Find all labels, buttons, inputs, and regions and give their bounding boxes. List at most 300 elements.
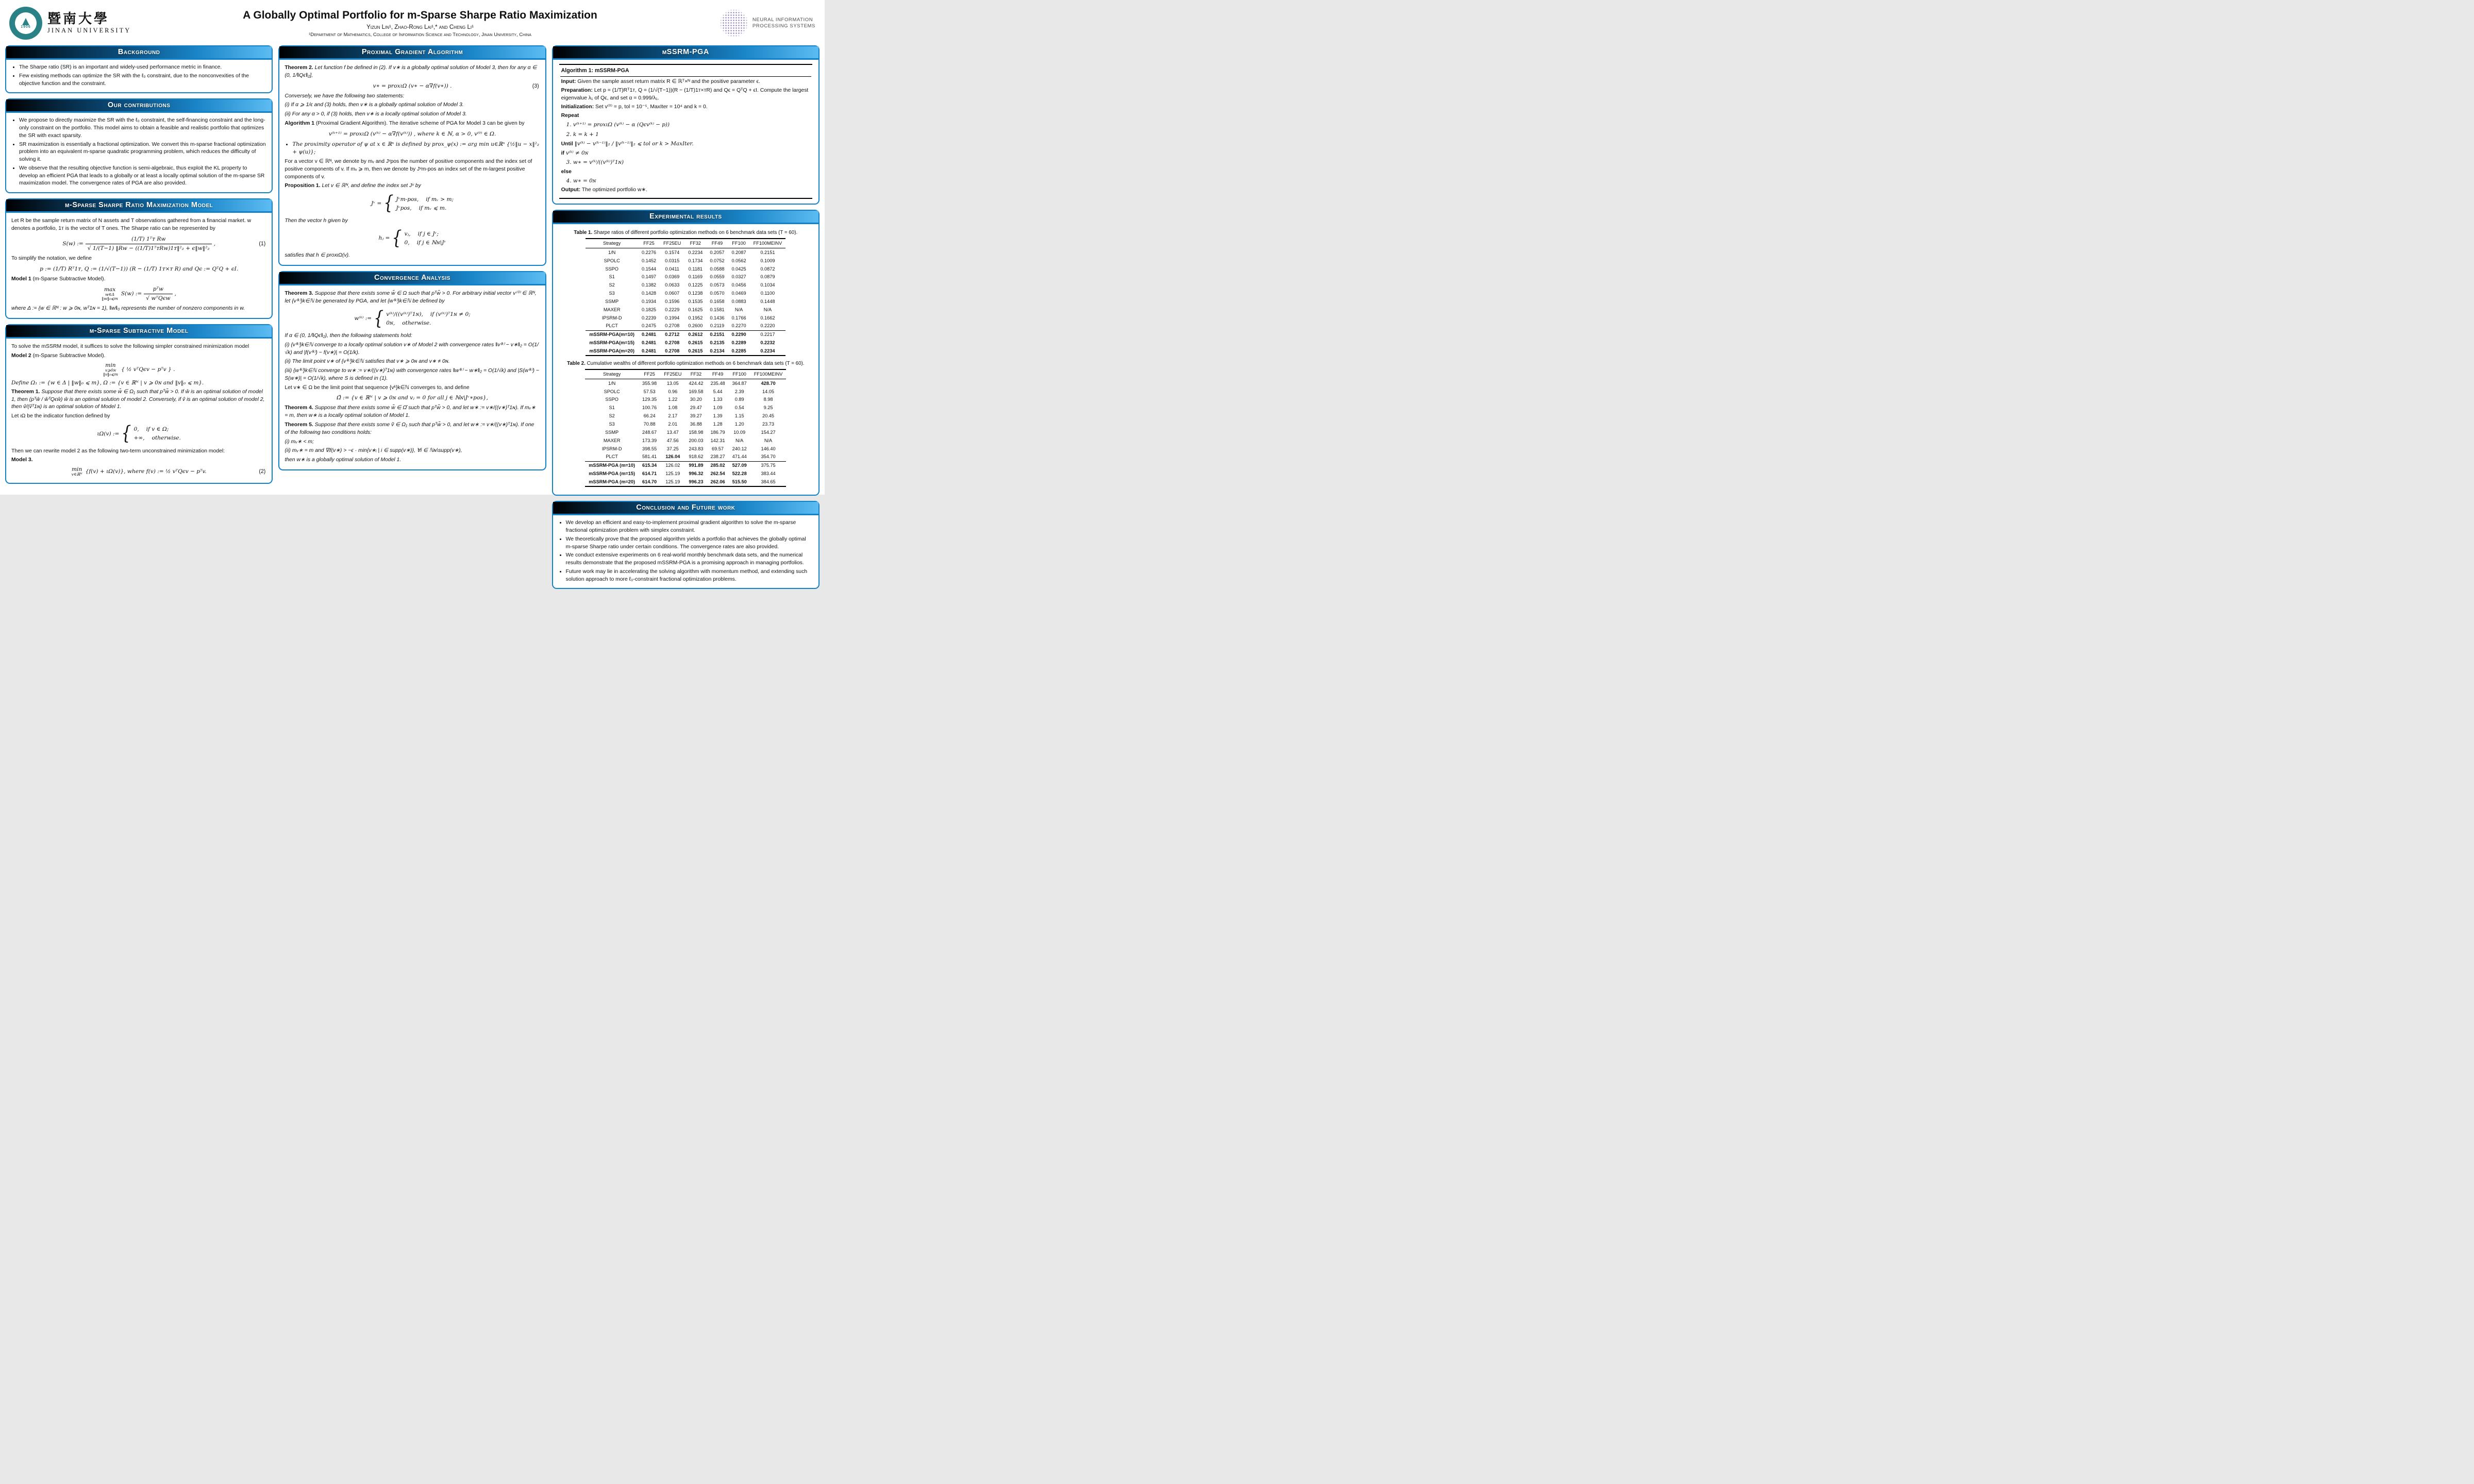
affiliation: ¹Department of Mathematics, College of Information Science and Technology, Jinan University, China [309, 31, 531, 38]
experimental-results-panel [552, 210, 820, 496]
table-cell: 0.2708 [665, 323, 680, 329]
column-header: FF25EU [660, 369, 685, 379]
table-row [585, 436, 786, 445]
table-cell: 129.35 [642, 397, 657, 402]
satisfies-text: satisfies that h ∈ proxιΩ(v). [285, 252, 350, 259]
table-cell: mSSRM-PGA(m=10) [586, 330, 638, 339]
column-header: FF32 [684, 239, 706, 248]
table-row [585, 412, 786, 420]
column-header: Strategy [585, 369, 639, 379]
table-cell: SPOLC [604, 258, 620, 263]
table-cell: 0.2276 [641, 249, 657, 255]
model2-label: Model 2 [11, 352, 31, 359]
table-cell: 8.98 [763, 397, 773, 402]
mssrm-pga-panel [552, 45, 820, 205]
table-cell: 0.1994 [665, 315, 680, 321]
table-cell: 614.70 [642, 479, 657, 484]
model-1-formula: max w∈Δ ‖w‖₀⩽m S(w) := $\frac{\text{pᵀw}}{\text{√ wᵀQϵw}}$ , [11, 285, 266, 302]
algorithm1-label: Algorithm 1 [285, 120, 315, 126]
table-cell: 262.54 [710, 471, 725, 477]
table-row [586, 290, 785, 298]
table-cell: 0.2217 [750, 330, 786, 339]
table-cell: 154.27 [761, 429, 776, 435]
table-row [585, 396, 786, 404]
subtractive-model-panel [5, 324, 273, 484]
results-table [586, 238, 785, 356]
table-cell: 0.1452 [641, 258, 657, 263]
table-cell: IPSRM-D [601, 446, 622, 451]
definitions-formula: p := (1/T) Rᵀ1ᴛ, Q := (1/√(T−1)) (R − (1/T) 1ᴛ×ᴛ R) and Qϵ := QᵀQ + ϵI. [40, 265, 239, 272]
column-header: FF25EU [660, 239, 684, 248]
table-cell: 0.2234 [760, 348, 775, 353]
table-cell: 0.0369 [665, 274, 680, 280]
table-cell: 0.2151 [706, 330, 728, 339]
theorem4-body: Suppose that there exists some w̃ ∈ Ω̂ such that pᵀw̃ > 0, and let w∗ := v∗/((v∗)ᵀ1ɴ). If mᵥ∗ = m, then w∗ is a locally optimal solution of Model 1. [285, 405, 536, 419]
table-cell: 0.2289 [731, 340, 746, 346]
cumulative-wealth-table [558, 369, 813, 487]
table-row [586, 273, 785, 281]
alg-output-line: Output: The optimized portfolio w∗. [561, 187, 647, 193]
table-cell: MAXER [603, 437, 621, 443]
table-cell: 0.0883 [731, 298, 746, 304]
table-cell: 364.87 [732, 380, 747, 386]
table-cell: 0.2475 [641, 323, 657, 329]
table-cell: 235.48 [710, 380, 725, 386]
table-cell: S1 [609, 405, 615, 411]
model-3-formula: min v∈ℝᴺ {f(v) + ιΩ(v)}, where f(v) := ½ vᵀQϵv − pᵀv. (2) [71, 466, 266, 477]
table-cell: 615.34 [639, 461, 660, 469]
table-cell: 0.1658 [710, 298, 725, 304]
table-cell: 0.2290 [728, 330, 749, 339]
table-cell: 2.39 [734, 389, 744, 394]
table-cell: 0.0456 [731, 282, 746, 288]
table-cell: 126.02 [660, 461, 685, 469]
table-cell: 424.42 [689, 380, 704, 386]
model2-name: (m-Sparse Subtractive Model). [32, 352, 106, 359]
neurips-dots-icon [720, 9, 748, 38]
alg-step-4: 4. w∗ = 0ɴ [566, 177, 596, 184]
bullet: • Few existing methods can optimize the SR with the ℓ₀ constraint, due to the nonconvexities of the objective function and the constraint. [19, 73, 266, 88]
table-row [585, 478, 786, 487]
simplify-text: To simplify the notation, we define [11, 255, 92, 261]
table-cell: 0.1662 [760, 315, 775, 321]
table-cell: N/A [735, 437, 744, 443]
table-cell: 125.19 [665, 471, 680, 477]
equation-number: (3) [532, 82, 539, 89]
table-cell: 1.09 [713, 405, 723, 411]
table-cell: 428.70 [761, 380, 776, 386]
table-cell: 238.27 [710, 454, 725, 460]
panel-title: mSSRM-PGA [553, 46, 818, 60]
table-row [585, 404, 786, 412]
panel-title: Experimental results [553, 211, 818, 224]
column-header: FF25 [639, 369, 660, 379]
table-cell: 29.47 [690, 405, 702, 411]
table-cell: 0.1535 [688, 298, 703, 304]
theorem3-body: Suppose that there exists some w̃ ∈ Ω such that pᵀw̃ > 0. For arbitrary initial vector v⁽⁰⁾ ∈ ℝᴺ, let {v⁽ᵏ⁾}k∈ℕ be generated by PGA, and let {w⁽ᵏ⁾}k∈ℕ be defined by [285, 290, 537, 304]
bullet: • We conduct extensive experiments on 6 real-world monthly benchmark data sets, and the numerical results demonstrate that the proposed mSSRM-PGA is a promising approach in managing portfolios. [566, 552, 813, 567]
table-cell: 0.1428 [641, 291, 657, 296]
table-cell: 0.0879 [760, 274, 775, 280]
then-global-text: then w∗ is a globally optimal solution of Model 1. [285, 457, 402, 463]
table-cell: 0.0425 [731, 266, 746, 272]
table-cell: 996.23 [689, 479, 704, 484]
table-cell: 0.1734 [688, 258, 703, 263]
model3-label: Model 3. [11, 457, 33, 463]
theorem5-label: Theorem 5. [285, 422, 313, 428]
define-omega: Define Ω₁ := {w ∈ Δ | ‖w‖₀ ⩽ m}, Ω := {v ∈ ℝᴺ | v ⩾ 0ɴ and ‖v‖₀ ⩽ m}. [11, 380, 204, 386]
page-title: A Globally Optimal Portfolio for m-Sparse Sharpe Ratio Maximization [243, 9, 597, 21]
table-cell: 0.1436 [710, 315, 725, 321]
panel-title: Proximal Gradient Algorithm [279, 46, 545, 60]
proximity-operator-bullet: • The proximity operator of ψ at x ∈ ℝⁿ is defined by prox_ψ(x) := arg min u∈ℝⁿ {½‖u − x‖²₂ + ψ(u)}; [292, 141, 540, 157]
indicator-intro: Let ιΩ be the indicator function defined by [11, 413, 110, 419]
column-header: FF49 [707, 369, 728, 379]
table-cell: 0.2600 [688, 323, 703, 329]
theorem2-label: Theorem 2. [285, 65, 313, 71]
table-row [585, 387, 786, 396]
table-cell: 1.15 [734, 413, 744, 419]
table-cell: 0.2135 [710, 340, 725, 346]
table-cell: 0.2232 [760, 340, 775, 346]
bullet: • The Sharpe ratio (SR) is an important and widely-used performance metric in finance. [19, 64, 266, 72]
table-cell: 0.2057 [710, 249, 725, 255]
table-cell: SSMP [605, 298, 619, 304]
table-cell: 47.56 [666, 437, 679, 443]
table-cell: 0.2239 [641, 315, 657, 321]
table-cell: 69.57 [712, 446, 724, 451]
table-cell: 991.89 [685, 461, 707, 469]
table-cell: 918.62 [689, 454, 704, 460]
table-row [586, 339, 785, 347]
statement-ii: (ii) For any α > 0, if (3) holds, then v∗ is a locally optimal solution of Model 3. [285, 111, 467, 117]
table-cell: mSSRM-PGA (m=10) [585, 461, 639, 469]
table-cell: 2.01 [668, 421, 678, 427]
brace-icon: { [121, 422, 131, 445]
model-intro: Let R be the sample return matrix of N assets and T observations gathered from a financial market. w denotes a portfolio, 1ᴛ is the vector of T ones. The Sharpe ratio can be represented by [11, 218, 252, 231]
table-cell: 0.0588 [710, 266, 725, 272]
model-panel [5, 198, 273, 319]
theorem2-body: Let function f be defined in (2). If v∗ is a globally optimal solution of Model 3, then for any α ∈ (0, 1/‖Qϵ‖₂], [285, 65, 537, 78]
table-cell: 0.1497 [641, 274, 657, 280]
table-cell: 0.0872 [760, 266, 775, 272]
table-cell: 1.08 [668, 405, 678, 411]
table-cell: 125.19 [665, 479, 680, 484]
omega-hat-formula: Ω̂ := {v ∈ ℝᴺ | v ⩾ 0ɴ and vⱼ = 0 for all j ∈ ℕɴ\Jᵛ∗pos}, [337, 395, 488, 401]
brace-icon: { [383, 192, 394, 215]
bullet: • We theoretically prove that the proposed algorithm yields a portfolio that achieves the globally optimal m-sparse Sharpe ratio under certain conditions. The convergence rates are also provided. [566, 536, 813, 551]
table-cell: 0.1952 [688, 315, 703, 321]
table-cell: 0.2615 [688, 348, 703, 353]
table1-caption: Table 1. Sharpe ratios of different portfolio optimization methods on 6 benchmark data sets (T = 60). [574, 230, 798, 236]
table-cell: 126.04 [665, 454, 680, 460]
table-row [585, 420, 786, 429]
panel-title: Convergence Analysis [279, 272, 545, 285]
table-cell: MAXER [603, 307, 621, 312]
table-cell: PLCT [606, 323, 618, 329]
table-cell: 1.20 [734, 421, 744, 427]
table-cell: 0.0559 [710, 274, 725, 280]
alg-step-3: 3. w∗ = v⁽ᵏ⁾/((v⁽ᵏ⁾)ᵀ1ɴ) [566, 159, 624, 166]
then-h-text: Then the vector h given by [285, 217, 348, 224]
table-row [585, 445, 786, 453]
table-cell: 13.47 [666, 429, 679, 435]
table-cell: 10.09 [733, 429, 746, 435]
right-column [552, 45, 820, 589]
model-2-formula: min v⩾0ɴ ‖v‖₀⩽m { ½ vᵀQϵv − pᵀv } . [103, 362, 175, 377]
alg-else-line: else [561, 168, 572, 175]
table-cell: 158.98 [689, 429, 704, 435]
alg-input-line: Input: Given the sample asset return matrix R ∈ ℝᵀ×ᴺ and the positive parameter ϵ. [561, 78, 760, 85]
results-table [585, 369, 786, 487]
authors: Yizun Lin¹, Zhao-Rong Lai¹,* and Cheng Li¹ [366, 24, 474, 30]
table-cell: 375.75 [750, 461, 787, 469]
university-name-cn: 暨南大學 [47, 11, 110, 27]
table-cell: 398.55 [642, 446, 657, 451]
table-cell: 0.2229 [665, 307, 680, 312]
table-cell: PLCT [606, 454, 618, 460]
table-cell: 0.1574 [665, 249, 680, 255]
sharpe-ratio-table [558, 238, 813, 356]
table-row [585, 453, 786, 461]
wk-formula: w⁽ᵏ⁾ := { v⁽ᵏ⁾/((v⁽ᵏ⁾)ᵀ1ɴ), if (v⁽ᵏ⁾)ᵀ1ɴ ≠ 0; 0ɴ, otherwise. [285, 308, 540, 330]
table-cell: 0.2615 [688, 340, 703, 346]
equation-3: v∗ = proxιΩ (v∗ − α∇f(v∗)) . (3) [285, 82, 540, 90]
table-cell: 384.65 [761, 479, 776, 484]
table-row [586, 314, 785, 322]
table-cell: 0.1034 [760, 282, 775, 288]
table-row [585, 428, 786, 436]
table-row [585, 461, 786, 469]
table-cell: 0.1581 [710, 307, 725, 312]
table-cell: 0.2134 [710, 348, 725, 353]
table-cell: 0.2220 [760, 323, 775, 329]
column-header: FF100MEINV [750, 239, 786, 248]
table-cell: 169.58 [689, 389, 704, 394]
theorem3-label: Theorem 3. [285, 290, 313, 296]
table-cell: 146.40 [761, 446, 776, 451]
table-cell: 0.0607 [665, 291, 680, 296]
table-cell: 5.44 [713, 389, 723, 394]
table-cell: 0.0633 [665, 282, 680, 288]
column-header: FF100 [729, 369, 750, 379]
alg-if-line: if v⁽ᵏ⁾ ≠ 0ɴ [561, 150, 589, 157]
table-cell: 39.27 [690, 413, 702, 419]
table-cell: N/A [764, 437, 773, 443]
poster [0, 0, 825, 582]
table-cell: 0.0327 [731, 274, 746, 280]
table-cell: 30.20 [690, 397, 702, 402]
table-cell: 1.22 [668, 397, 678, 402]
table-cell: 1.33 [713, 397, 723, 402]
table-cell: S3 [609, 291, 615, 296]
table-cell: 0.96 [668, 389, 678, 394]
table-cell: 527.09 [729, 461, 750, 469]
theorem1-body: Suppose that there exists some w̃ ∈ Ω₁ such that pᵀw̃ > 0. If ŵ is an optimal solution of model 1, then (pᵀŵ / ŵᵀQϵŵ) ŵ is an optimal solution of model 2. Conversely, if v̂ is an optimal solution of model 2, then v̂/(v̂ᵀ1ɴ) is an optimal solution of Model 1. [11, 389, 265, 410]
table-cell: S2 [609, 282, 615, 288]
table-cell: 0.1448 [760, 298, 775, 304]
neurips-text-line1: NEURAL INFORMATION [752, 17, 813, 23]
table-cell: 0.1225 [688, 282, 703, 288]
theorem1-label: Theorem 1. [11, 389, 40, 395]
table-cell: S2 [609, 413, 615, 419]
table-row [586, 306, 785, 314]
table-cell: 0.1825 [641, 307, 657, 312]
bullet: • SR maximization is essentially a fractional optimization. We convert this m-sparse fractional optimization problem into an equivalent m-sparse quadratic programming problem, which reduces the difficulty of solving it. [19, 141, 266, 164]
table-cell: 0.1009 [760, 258, 775, 263]
header [0, 0, 825, 44]
table-cell: 0.1766 [731, 315, 746, 321]
table-cell: 0.2087 [731, 249, 746, 255]
university-name-en: JINAN UNIVERSITY [47, 27, 131, 35]
neurips-text-line2: PROCESSING SYSTEMS [752, 23, 815, 29]
panel-title: m-Sparse Sharpe Ratio Maximization Model [6, 199, 272, 213]
table-cell: 57.53 [643, 389, 656, 394]
bullet: • We develop an efficient and easy-to-implement proximal gradient algorithm to solve the m-sparse fractional optimization problem with simplex constraint. [566, 519, 813, 535]
alg-until-line: Until ‖v⁽ᵏ⁾ − v⁽ᵏ⁻¹⁾‖₂ / ‖v⁽ᵏ⁻¹⁾‖₂ ⩽ tol or k > MaxIter. [561, 140, 694, 147]
column-header: FF100MEINV [750, 369, 787, 379]
column-header: Strategy [586, 239, 638, 248]
table-cell: 1.28 [713, 421, 723, 427]
table-cell: 0.0752 [710, 258, 725, 263]
limit-point-text: Let v∗ ∈ Ω be the limit point that sequence {vᵏ}k∈ℕ converges to, and define [285, 384, 470, 391]
neurips-logo [661, 9, 815, 38]
condition-i: (i) mᵥ∗ < m; [285, 439, 314, 445]
table-cell: 173.39 [642, 437, 657, 443]
table-cell: 240.12 [732, 446, 747, 451]
table-cell: 1/N [608, 249, 616, 255]
table-cell: 248.67 [642, 429, 657, 435]
table-cell: SSPO [605, 397, 618, 402]
jinan-university-logo [9, 7, 179, 40]
algorithm-header: Algorithm 1: mSSRM-PGA [561, 68, 629, 74]
table-cell: 100.76 [642, 405, 657, 411]
statement-i: (i) If α ⩾ 1/ϵ and (3) holds, then v∗ is a globally optimal solution of Model 3. [285, 102, 464, 108]
alg-step-1: 1. v⁽ᵏ⁺¹⁾ = proxιΩ (v⁽ᵏ⁾ − α (Qϵv⁽ᵏ⁾ − p)) [566, 122, 670, 128]
panel-title: Background [6, 46, 272, 60]
table-cell: 1/N [608, 380, 616, 386]
table-cell: 0.0570 [710, 291, 725, 296]
table-cell: 0.1238 [688, 291, 703, 296]
brace-icon: { [392, 227, 402, 249]
table-cell: 0.2234 [688, 249, 703, 255]
conclusion-panel [552, 501, 820, 589]
table-row [585, 470, 786, 478]
table-row [586, 257, 785, 265]
table-cell: 0.0469 [731, 291, 746, 296]
bullet: • Future work may lie in accelerating the solving algorithm with momentum method, and extending such solution approach to more ℓ₀-constraint fractional optimization problems. [566, 568, 813, 584]
statement-ii: (ii) The limit point v∗ of {v⁽ᵏ⁾}k∈ℕ satisfies that v∗ ⩾ 0ɴ and v∗ ≠ 0ɴ. [285, 359, 450, 365]
panel-title: Conclusion and Future work [553, 502, 818, 515]
table-cell: 355.98 [642, 380, 657, 386]
column-header: FF49 [706, 239, 728, 248]
alg-step-2: 2. k = k + 1 [566, 131, 599, 138]
theorem4-label: Theorem 4. [285, 405, 313, 411]
university-seal-icon [9, 7, 42, 40]
if-alpha-text: If α ∈ (0, 1/‖Qϵ‖₂), then the following statements hold: [285, 333, 412, 339]
theorem5-body: Suppose that there exists some ṽ ∈ Ω₁ such that pᵀw̃ > 0, and let w∗ := v∗/((v∗)ᵀ1ɴ). If one of the following two conditions holds: [285, 422, 534, 435]
table-cell: 0.2712 [660, 330, 684, 339]
table-cell: 200.03 [689, 437, 704, 443]
table-row [586, 248, 785, 257]
bullet: • We propose to directly maximize the SR with the ℓ₀ constraint, the self-financing constraint and the long-only constraint on the portfolio. This model aims to obtain a feasible and realistic portfolio that optimizes the SR with exact sparsity. [19, 117, 266, 140]
table-cell: IPSRM-D [601, 315, 622, 321]
table-cell: 1.39 [713, 413, 723, 419]
table-cell: 0.1100 [760, 291, 775, 296]
brace-icon: { [374, 307, 384, 330]
table-cell: 0.1934 [641, 298, 657, 304]
table-cell: 285.02 [707, 461, 728, 469]
model1-name: (m-Sparse Subtractive Model). [32, 276, 106, 282]
table-cell: mSSRM-PGA(m=15) [589, 340, 634, 346]
vector-notation-para: For a vector v ∈ ℝᴺ, we denote by mᵥ and Jᵛpos the number of positive components and the index set of positive components of v. If mᵥ ⩾ m, then we denote by Jᵛm-pos an index set of the m-largest positive components of v. [285, 159, 532, 180]
table-cell: 20.45 [762, 413, 775, 419]
statement-i: (i) {v⁽ᵏ⁾}k∈ℕ converge to a locally optimal solution v∗ of Model 2 with convergence rates ‖v⁽ᵏ⁾ − v∗‖₂ = O(1/√k) and |f(v⁽ᵏ⁾) − f(v∗)| = O(1/k). [285, 342, 539, 356]
algorithm1-text: The iterative scheme of PGA for Model 3 can be given by [389, 120, 525, 126]
table-cell: 0.1382 [641, 282, 657, 288]
table-cell: 36.88 [690, 421, 702, 427]
table-cell: 0.2708 [665, 348, 680, 353]
table-cell: 0.1596 [665, 298, 680, 304]
table-cell: 0.0573 [710, 282, 725, 288]
table-row [586, 330, 785, 339]
table-cell: N/A [763, 307, 772, 312]
table-cell: 0.1181 [688, 266, 703, 272]
column-header: FF32 [685, 369, 707, 379]
table-cell: mSSRM-PGA (m=15) [589, 471, 636, 477]
conversely-text: Conversely, we have the following two statements: [285, 93, 405, 99]
background-panel [5, 45, 273, 93]
table-cell: 0.2481 [638, 330, 660, 339]
table-cell: 0.1625 [688, 307, 703, 312]
table-row [585, 379, 786, 387]
table-row [586, 265, 785, 273]
table-cell: 186.79 [710, 429, 725, 435]
table-cell: 0.0411 [665, 266, 679, 272]
equation-1: S(w) := $\frac{\text{(1/T) 1ᵀᴛ Rw}}{\text{√ 1/(T−1) ‖Rw − ((1/T)1ᵀᴛRw)1ᴛ‖²₂ + ϵ‖w‖²₂}}$ , (1) [11, 235, 266, 252]
table-cell: 522.28 [732, 471, 747, 477]
table-cell: 23.73 [762, 421, 775, 427]
table-cell: 142.31 [710, 437, 725, 443]
table-cell: 0.2151 [760, 249, 775, 255]
table-cell: 13.05 [666, 380, 679, 386]
statement-iii: (iii) {w⁽ᵏ⁾}k∈ℕ converge to w∗ := v∗/((v∗)ᵀ1ɴ) with convergence rates ‖w⁽ᵏ⁾ − w∗‖₂ = O(1/√k) and |S(w⁽ᵏ⁾) − S(w∗)| = O(1/√k), where S is defined in (1). [285, 368, 539, 381]
table-cell: 515.50 [732, 479, 747, 484]
table-cell: SSPO [605, 266, 618, 272]
column-header: FF25 [638, 239, 660, 248]
table-cell: SPOLC [604, 389, 620, 394]
where-text: where Δ := {w ∈ ℝᴺ : w ⩾ 0ɴ, wᵀ1ɴ = 1}, ‖w‖₀ represents the number of nonzero components in w. [11, 306, 245, 312]
table-cell: 14.05 [762, 389, 775, 394]
table-cell: 471.44 [732, 454, 747, 460]
table-cell: 262.06 [710, 479, 725, 484]
table-cell: SSMP [605, 429, 619, 435]
seal-year: 1906 [21, 25, 31, 29]
left-column [5, 45, 273, 484]
pga-panel [278, 45, 546, 266]
table-cell: 0.54 [734, 405, 744, 411]
subtractive-intro: To solve the mSSRM model, it suffices to solve the following simpler constrained minimization model [11, 344, 249, 350]
table-cell: 0.2612 [684, 330, 706, 339]
panel-title: m-Sparse Subtractive Model [6, 325, 272, 339]
alg-repeat-line: Repeat [561, 113, 579, 119]
equation-number: (2) [259, 468, 266, 475]
table-cell: 9.25 [763, 405, 773, 411]
algorithm1-name: (Proximal Gradient Algorithm). [315, 120, 388, 126]
indicator-formula: ιΩ(v) := { 0, if v ∈ Ω; +∞, otherwise. [11, 423, 266, 445]
table-cell: mSSRM-PGA (m=20) [589, 479, 636, 484]
table-cell: 0.0315 [665, 258, 680, 263]
